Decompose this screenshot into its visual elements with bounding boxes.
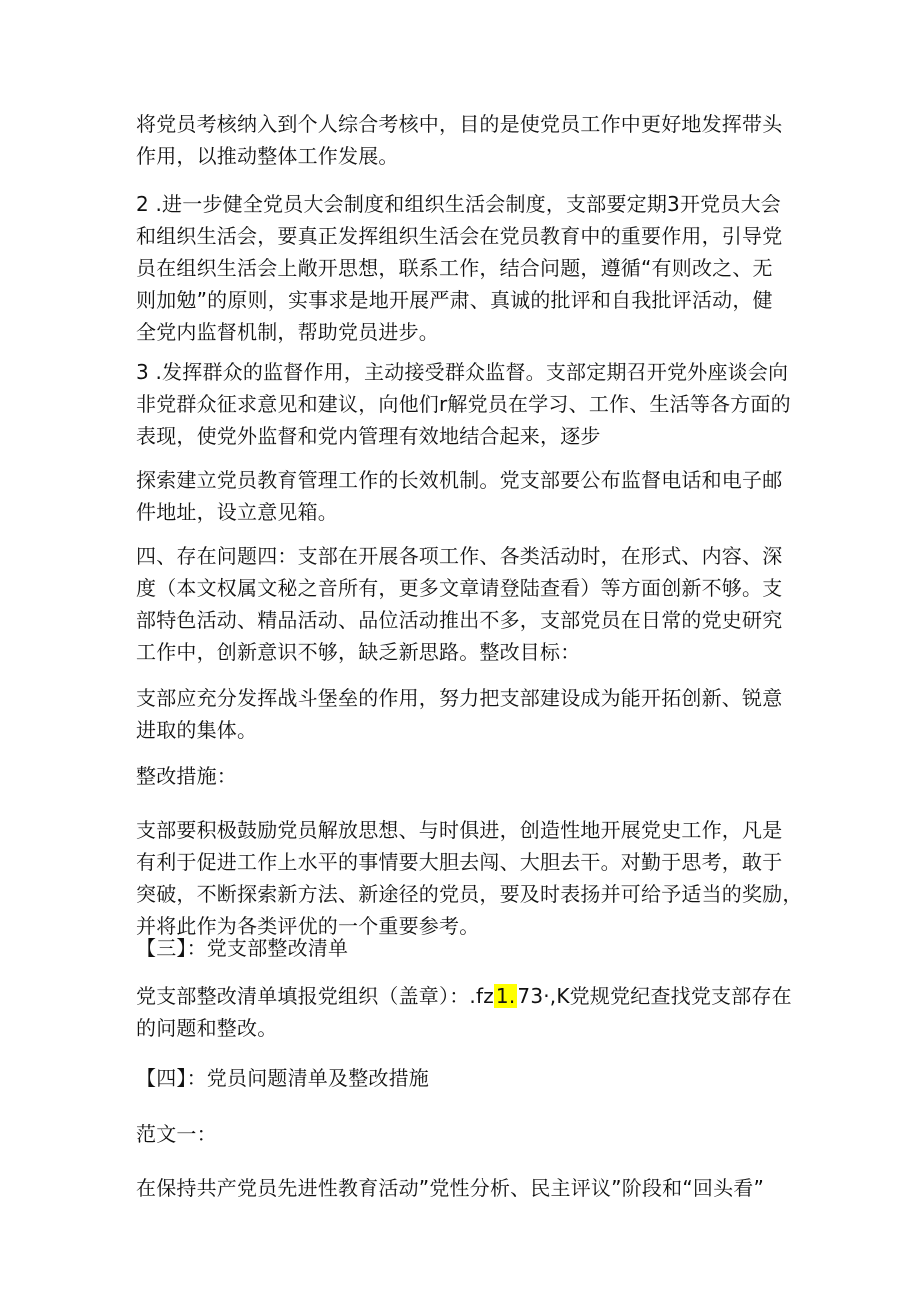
highlighted-text: 1. (495, 984, 516, 1008)
text-line: 度（本文权属文秘之音所有，更多文章请登陆查看）等方面创新不够。支 (136, 576, 783, 600)
text-line: 2 .进一步健全党员大会制度和组织生活会制度，支部要定期3开党员大会 (136, 192, 781, 216)
text-fragment: 73·,K党规党纪查找党支部存在 (517, 984, 792, 1008)
text-line: 非党群众征求意见和建议，向他们r解党员在学习、工作、生活等各方面的 (136, 392, 791, 416)
text-line: 的问题和整改。 (136, 1016, 278, 1040)
text-line: 部特色活动、精品活动、品位活动推出不多，支部党员在日常的党史研究 (136, 608, 783, 632)
text-fragment: 党支部整改清单填报党组织（盖章）：.fz (136, 984, 494, 1008)
section-label: 整改措施： (136, 764, 237, 788)
text-line: 支部应充分发挥战斗堡垒的作用，努力把支部建设成为能开拓创新、锐意 (136, 686, 783, 710)
text-line: 工作中，创新意识不够，缺乏新思路。整改目标： (136, 640, 581, 664)
text-line: 支部要积极鼓励党员解放思想、与时俱进，创造性地开展党史工作，凡是 (136, 818, 783, 842)
text-line: 突破，不断探索新方法、新途径的党员，要及时表扬并可给予适当的奖励， (136, 882, 803, 906)
text-line: 将党员考核纳入到个人综合考核中，目的是使党员工作中更好地发挥带头 (136, 112, 783, 136)
text-line: 件地址，设立意见箱。 (136, 500, 338, 524)
text-line: 作用，以推动整体工作发展。 (136, 144, 399, 168)
text-line: 有利于促进工作上水平的事情要大胆去闯、大胆去干。对勤于思考，敢于 (136, 850, 783, 874)
text-line: 四、存在问题四：支部在开展各项工作、各类活动时，在形式、内容、深 (136, 544, 783, 568)
section-heading: 【四】：党员问题清单及整改措施 (136, 1066, 429, 1090)
text-line: 在保持共产党员先进性教育活动”党性分析、民主评议”阶段和“回头看” (136, 1176, 765, 1200)
text-line: 则加勉”的原则，实事求是地开展严肃、真诚的批评和自我批评活动，健 (136, 288, 773, 312)
text-line: 探索建立党员教育管理工作的长效机制。党支部要公布监督电话和电子邮 (136, 468, 783, 492)
section-heading: 【三】：党支部整改清单 (136, 936, 349, 960)
text-line: 进取的集体。 (136, 718, 258, 742)
text-line: 并将此作为各类评优的一个重要参考。 (136, 914, 480, 938)
section-label: 范文一： (136, 1122, 217, 1146)
text-line: 和组织生活会，要真正发挥组织生活会在党员教育中的重要作用，引导党 (136, 224, 783, 248)
text-line: 员在组织生活会上敞开思想，联系工作，结合问题，遵循“有则改之、无 (136, 256, 773, 280)
text-line (136, 980, 796, 1012)
text-line: 表现，使党外监督和党内管理有效地结合起来，逐步 (136, 424, 601, 448)
text-line: 全党内监督机制，帮助党员进步。 (136, 320, 439, 344)
text-line: 3 .发挥群众的监督作用，主动接受群众监督。支部定期召开党外座谈会向 (136, 360, 789, 384)
